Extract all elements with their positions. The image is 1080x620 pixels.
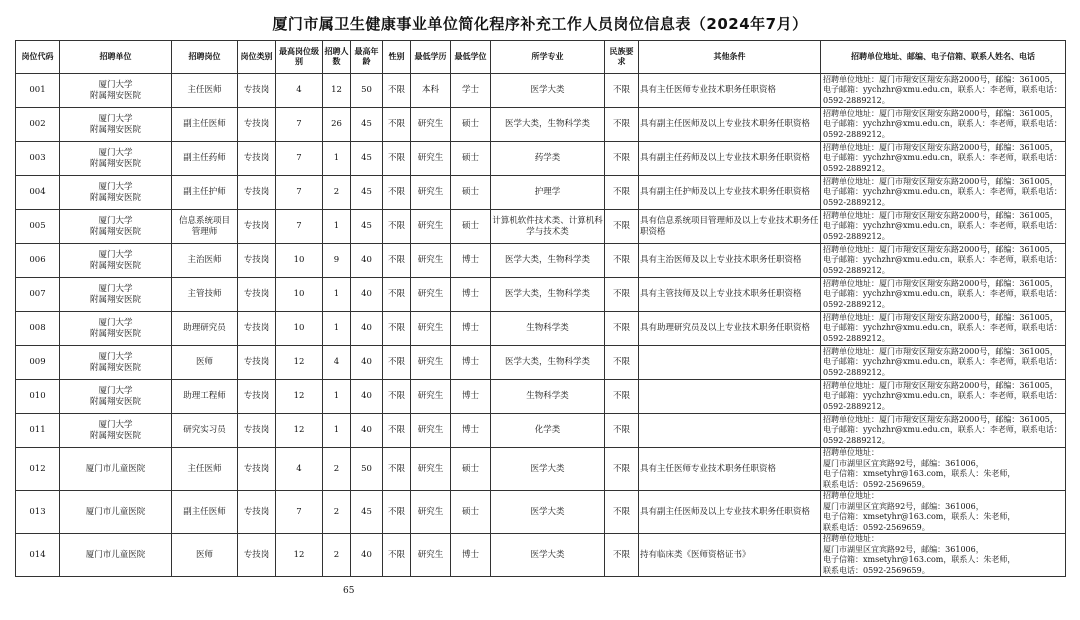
cell-contact: 招聘单位地址：厦门市翔安区翔安东路2000号，邮编：361005，电子邮箱：yychzhr@xmu.edu.cn，联系人：李老师，联系电话：0592-2889212。 xyxy=(821,312,1066,346)
cell-code: 007 xyxy=(16,278,60,312)
cell-gender: 不限 xyxy=(383,534,411,577)
cell-post: 主任医师 xyxy=(172,448,238,491)
cell-age: 40 xyxy=(351,278,383,312)
cell-age: 45 xyxy=(351,491,383,534)
cell-type: 专技岗 xyxy=(238,142,276,176)
cell-unit: 厦门大学 附属翔安医院 xyxy=(60,346,172,380)
cell-count: 26 xyxy=(323,108,351,142)
cell-edu: 研究生 xyxy=(411,176,451,210)
cell-level: 12 xyxy=(276,346,323,380)
table-row xyxy=(16,176,1066,210)
cell-gender: 不限 xyxy=(383,380,411,414)
cell-unit: 厦门市儿童医院 xyxy=(60,534,172,577)
cell-contact: 招聘单位地址： 厦门市湖里区宜宾路92号，邮编：361006， 电子信箱：xmsetyhr@163.com，联系人：朱老师， 联系电话：0592-2569659。 xyxy=(821,534,1066,577)
cell-gender: 不限 xyxy=(383,142,411,176)
header-code: 岗位代码 xyxy=(16,41,60,74)
cell-other: 具有主治医师及以上专业技术职务任职资格 xyxy=(639,244,821,278)
cell-ethnic: 不限 xyxy=(605,312,639,346)
cell-post: 医师 xyxy=(172,534,238,577)
cell-edu: 研究生 xyxy=(411,108,451,142)
table-row xyxy=(16,142,1066,176)
cell-degree: 硕士 xyxy=(451,176,491,210)
cell-edu: 研究生 xyxy=(411,278,451,312)
cell-code: 004 xyxy=(16,176,60,210)
cell-post: 助理研究员 xyxy=(172,312,238,346)
cell-degree: 硕士 xyxy=(451,210,491,244)
cell-post: 副主任医师 xyxy=(172,491,238,534)
cell-type: 专技岗 xyxy=(238,491,276,534)
header-age: 最高年龄 xyxy=(351,41,383,74)
table-body xyxy=(16,74,1066,577)
cell-other: 具有主管技师及以上专业技术职务任职资格 xyxy=(639,278,821,312)
cell-unit: 厦门市儿童医院 xyxy=(60,448,172,491)
cell-post: 副主任医师 xyxy=(172,108,238,142)
cell-code: 002 xyxy=(16,108,60,142)
cell-count: 12 xyxy=(323,74,351,108)
cell-ethnic: 不限 xyxy=(605,278,639,312)
cell-contact: 招聘单位地址：厦门市翔安区翔安东路2000号，邮编：361005，电子邮箱：yychzhr@xmu.edu.cn，联系人：李老师，联系电话：0592-2889212。 xyxy=(821,346,1066,380)
cell-type: 专技岗 xyxy=(238,380,276,414)
cell-code: 013 xyxy=(16,491,60,534)
cell-count: 1 xyxy=(323,210,351,244)
cell-contact: 招聘单位地址：厦门市翔安区翔安东路2000号，邮编：361005，电子邮箱：yychzhr@xmu.edu.cn，联系人：李老师，联系电话：0592-2889212。 xyxy=(821,414,1066,448)
page-title: 厦门市属卫生健康事业单位简化程序补充工作人员岗位信息表（2024年7月） xyxy=(272,15,808,33)
cell-ethnic: 不限 xyxy=(605,176,639,210)
cell-degree: 博士 xyxy=(451,380,491,414)
header-degree: 最低学位 xyxy=(451,41,491,74)
cell-ethnic: 不限 xyxy=(605,210,639,244)
cell-gender: 不限 xyxy=(383,448,411,491)
cell-edu: 研究生 xyxy=(411,210,451,244)
cell-other xyxy=(639,380,821,414)
cell-type: 专技岗 xyxy=(238,312,276,346)
cell-major: 医学大类 xyxy=(491,534,605,577)
cell-count: 1 xyxy=(323,278,351,312)
header-gender: 性别 xyxy=(383,41,411,74)
cell-age: 40 xyxy=(351,346,383,380)
cell-age: 40 xyxy=(351,312,383,346)
cell-post: 信息系统项目 管理师 xyxy=(172,210,238,244)
cell-major: 医学大类，生物科学类 xyxy=(491,108,605,142)
cell-unit: 厦门大学 附属翔安医院 xyxy=(60,142,172,176)
cell-other: 具有主任医师专业技术职务任职资格 xyxy=(639,74,821,108)
cell-code: 009 xyxy=(16,346,60,380)
cell-other: 具有主任医师专业技术职务任职资格 xyxy=(639,448,821,491)
cell-ethnic: 不限 xyxy=(605,448,639,491)
cell-type: 专技岗 xyxy=(238,244,276,278)
table-row xyxy=(16,108,1066,142)
cell-code: 010 xyxy=(16,380,60,414)
cell-code: 006 xyxy=(16,244,60,278)
cell-other: 具有副主任医师及以上专业技术职务任职资格 xyxy=(639,491,821,534)
cell-age: 40 xyxy=(351,414,383,448)
cell-edu: 研究生 xyxy=(411,380,451,414)
cell-contact: 招聘单位地址：厦门市翔安区翔安东路2000号，邮编：361005，电子邮箱：yychzhr@xmu.edu.cn，联系人：李老师，联系电话：0592-2889212。 xyxy=(821,244,1066,278)
header-major: 所学专业 xyxy=(491,41,605,74)
cell-edu: 研究生 xyxy=(411,312,451,346)
cell-level: 10 xyxy=(276,278,323,312)
cell-major: 化学类 xyxy=(491,414,605,448)
cell-unit: 厦门大学 附属翔安医院 xyxy=(60,312,172,346)
header-edu: 最低学历 xyxy=(411,41,451,74)
cell-major: 医学大类 xyxy=(491,448,605,491)
table-row xyxy=(16,414,1066,448)
cell-age: 50 xyxy=(351,448,383,491)
header-ethnic: 民族要求 xyxy=(605,41,639,74)
cell-code: 012 xyxy=(16,448,60,491)
cell-count: 2 xyxy=(323,491,351,534)
cell-edu: 研究生 xyxy=(411,491,451,534)
cell-count: 2 xyxy=(323,448,351,491)
cell-type: 专技岗 xyxy=(238,534,276,577)
cell-major: 医学大类，生物科学类 xyxy=(491,346,605,380)
cell-edu: 研究生 xyxy=(411,346,451,380)
cell-degree: 博士 xyxy=(451,278,491,312)
cell-edu: 研究生 xyxy=(411,414,451,448)
cell-major: 生物科学类 xyxy=(491,380,605,414)
cell-age: 40 xyxy=(351,380,383,414)
cell-gender: 不限 xyxy=(383,312,411,346)
cell-edu: 研究生 xyxy=(411,534,451,577)
cell-other: 持有临床类《医师资格证书》 xyxy=(639,534,821,577)
cell-unit: 厦门大学 附属翔安医院 xyxy=(60,414,172,448)
cell-degree: 博士 xyxy=(451,346,491,380)
cell-code: 003 xyxy=(16,142,60,176)
cell-post: 副主任药师 xyxy=(172,142,238,176)
cell-contact: 招聘单位地址：厦门市翔安区翔安东路2000号，邮编：361005，电子邮箱：yychzhr@xmu.edu.cn，联系人：李老师，联系电话：0592-2889212。 xyxy=(821,74,1066,108)
page-number: 65 xyxy=(343,586,355,596)
cell-other xyxy=(639,414,821,448)
header-level: 最高岗位级别 xyxy=(276,41,323,74)
cell-level: 7 xyxy=(276,176,323,210)
cell-other: 具有副主任医师及以上专业技术职务任职资格 xyxy=(639,108,821,142)
cell-contact: 招聘单位地址： 厦门市湖里区宜宾路92号，邮编：361006， 电子信箱：xmsetyhr@163.com，联系人：朱老师， 联系电话：0592-2569659。 xyxy=(821,491,1066,534)
cell-type: 专技岗 xyxy=(238,346,276,380)
header-contact: 招聘单位地址、邮编、电子信箱、联系人姓名、电话 xyxy=(821,41,1066,74)
cell-major: 医学大类 xyxy=(491,74,605,108)
cell-age: 45 xyxy=(351,108,383,142)
cell-ethnic: 不限 xyxy=(605,414,639,448)
cell-level: 10 xyxy=(276,312,323,346)
table-row xyxy=(16,491,1066,534)
cell-count: 1 xyxy=(323,414,351,448)
cell-age: 40 xyxy=(351,244,383,278)
cell-ethnic: 不限 xyxy=(605,346,639,380)
cell-count: 1 xyxy=(323,142,351,176)
table-row xyxy=(16,312,1066,346)
table-row xyxy=(16,278,1066,312)
cell-gender: 不限 xyxy=(383,74,411,108)
cell-unit: 厦门市儿童医院 xyxy=(60,491,172,534)
cell-type: 专技岗 xyxy=(238,210,276,244)
cell-unit: 厦门大学 附属翔安医院 xyxy=(60,244,172,278)
cell-gender: 不限 xyxy=(383,244,411,278)
cell-level: 4 xyxy=(276,74,323,108)
cell-other: 具有副主任护师及以上专业技术职务任职资格 xyxy=(639,176,821,210)
cell-level: 10 xyxy=(276,244,323,278)
cell-contact: 招聘单位地址：厦门市翔安区翔安东路2000号，邮编：361005，电子邮箱：yychzhr@xmu.edu.cn，联系人：李老师，联系电话：0592-2889212。 xyxy=(821,142,1066,176)
cell-ethnic: 不限 xyxy=(605,534,639,577)
position-table xyxy=(15,40,1066,577)
cell-level: 7 xyxy=(276,491,323,534)
cell-post: 主管技师 xyxy=(172,278,238,312)
cell-post: 研究实习员 xyxy=(172,414,238,448)
cell-code: 011 xyxy=(16,414,60,448)
cell-type: 专技岗 xyxy=(238,278,276,312)
cell-edu: 研究生 xyxy=(411,142,451,176)
cell-type: 专技岗 xyxy=(238,108,276,142)
cell-code: 008 xyxy=(16,312,60,346)
cell-gender: 不限 xyxy=(383,176,411,210)
table-row xyxy=(16,346,1066,380)
cell-level: 7 xyxy=(276,108,323,142)
cell-unit: 厦门大学 附属翔安医院 xyxy=(60,380,172,414)
cell-code: 005 xyxy=(16,210,60,244)
cell-level: 7 xyxy=(276,142,323,176)
cell-count: 1 xyxy=(323,312,351,346)
cell-post: 主治医师 xyxy=(172,244,238,278)
header-count: 招聘人数 xyxy=(323,41,351,74)
cell-contact: 招聘单位地址：厦门市翔安区翔安东路2000号，邮编：361005，电子邮箱：yychzhr@xmu.edu.cn，联系人：李老师，联系电话：0592-2889212。 xyxy=(821,380,1066,414)
cell-count: 2 xyxy=(323,534,351,577)
cell-degree: 硕士 xyxy=(451,142,491,176)
cell-code: 001 xyxy=(16,74,60,108)
cell-unit: 厦门大学 附属翔安医院 xyxy=(60,74,172,108)
cell-major: 医学大类，生物科学类 xyxy=(491,278,605,312)
cell-age: 50 xyxy=(351,74,383,108)
header-post: 招聘岗位 xyxy=(172,41,238,74)
cell-ethnic: 不限 xyxy=(605,74,639,108)
cell-code: 014 xyxy=(16,534,60,577)
cell-gender: 不限 xyxy=(383,278,411,312)
cell-other: 具有副主任药师及以上专业技术职务任职资格 xyxy=(639,142,821,176)
table-row xyxy=(16,448,1066,491)
cell-degree: 学士 xyxy=(451,74,491,108)
cell-count: 1 xyxy=(323,380,351,414)
cell-level: 12 xyxy=(276,380,323,414)
cell-level: 7 xyxy=(276,210,323,244)
cell-gender: 不限 xyxy=(383,491,411,534)
cell-type: 专技岗 xyxy=(238,448,276,491)
header-other: 其他条件 xyxy=(639,41,821,74)
cell-contact: 招聘单位地址：厦门市翔安区翔安东路2000号，邮编：361005，电子邮箱：yychzhr@xmu.edu.cn，联系人：李老师，联系电话：0592-2889212。 xyxy=(821,108,1066,142)
cell-type: 专技岗 xyxy=(238,74,276,108)
table-row xyxy=(16,244,1066,278)
cell-age: 40 xyxy=(351,534,383,577)
header-unit: 招聘单位 xyxy=(60,41,172,74)
header-type: 岗位类别 xyxy=(238,41,276,74)
cell-ethnic: 不限 xyxy=(605,380,639,414)
cell-age: 45 xyxy=(351,210,383,244)
cell-ethnic: 不限 xyxy=(605,142,639,176)
cell-level: 12 xyxy=(276,414,323,448)
cell-degree: 博士 xyxy=(451,414,491,448)
cell-count: 2 xyxy=(323,176,351,210)
cell-ethnic: 不限 xyxy=(605,491,639,534)
cell-other: 具有助理研究员及以上专业技术职务任职资格 xyxy=(639,312,821,346)
cell-contact: 招聘单位地址：厦门市翔安区翔安东路2000号，邮编：361005，电子邮箱：yychzhr@xmu.edu.cn，联系人：李老师，联系电话：0592-2889212。 xyxy=(821,278,1066,312)
cell-major: 药学类 xyxy=(491,142,605,176)
cell-unit: 厦门大学 附属翔安医院 xyxy=(60,278,172,312)
cell-edu: 本科 xyxy=(411,74,451,108)
cell-degree: 博士 xyxy=(451,312,491,346)
cell-age: 45 xyxy=(351,176,383,210)
cell-post: 副主任护师 xyxy=(172,176,238,210)
cell-gender: 不限 xyxy=(383,210,411,244)
cell-degree: 博士 xyxy=(451,534,491,577)
cell-edu: 研究生 xyxy=(411,244,451,278)
cell-degree: 硕士 xyxy=(451,108,491,142)
cell-age: 45 xyxy=(351,142,383,176)
cell-unit: 厦门大学 附属翔安医院 xyxy=(60,176,172,210)
cell-other: 具有信息系统项目管理师及以上专业技术职务任职资格 xyxy=(639,210,821,244)
cell-count: 9 xyxy=(323,244,351,278)
cell-gender: 不限 xyxy=(383,346,411,380)
cell-major: 护理学 xyxy=(491,176,605,210)
cell-contact: 招聘单位地址： 厦门市湖里区宜宾路92号，邮编：361006， 电子信箱：xmsetyhr@163.com，联系人：朱老师， 联系电话：0592-2569659。 xyxy=(821,448,1066,491)
cell-degree: 博士 xyxy=(451,244,491,278)
table-row xyxy=(16,380,1066,414)
cell-level: 12 xyxy=(276,534,323,577)
cell-gender: 不限 xyxy=(383,108,411,142)
cell-contact: 招聘单位地址：厦门市翔安区翔安东路2000号，邮编：361005，电子邮箱：yychzhr@xmu.edu.cn，联系人：李老师，联系电话：0592-2889212。 xyxy=(821,210,1066,244)
cell-major: 生物科学类 xyxy=(491,312,605,346)
table-row xyxy=(16,534,1066,577)
cell-post: 主任医师 xyxy=(172,74,238,108)
cell-other xyxy=(639,346,821,380)
cell-type: 专技岗 xyxy=(238,414,276,448)
cell-post: 助理工程师 xyxy=(172,380,238,414)
table-row xyxy=(16,74,1066,108)
cell-unit: 厦门大学 附属翔安医院 xyxy=(60,210,172,244)
cell-type: 专技岗 xyxy=(238,176,276,210)
cell-degree: 硕士 xyxy=(451,491,491,534)
cell-unit: 厦门大学 附属翔安医院 xyxy=(60,108,172,142)
header-row xyxy=(16,41,1066,74)
cell-edu: 研究生 xyxy=(411,448,451,491)
cell-post: 医师 xyxy=(172,346,238,380)
cell-degree: 硕士 xyxy=(451,448,491,491)
cell-ethnic: 不限 xyxy=(605,244,639,278)
cell-level: 4 xyxy=(276,448,323,491)
cell-count: 4 xyxy=(323,346,351,380)
cell-major: 医学大类 xyxy=(491,491,605,534)
cell-gender: 不限 xyxy=(383,414,411,448)
cell-contact: 招聘单位地址：厦门市翔安区翔安东路2000号，邮编：361005，电子邮箱：yychzhr@xmu.edu.cn，联系人：李老师，联系电话：0592-2889212。 xyxy=(821,176,1066,210)
table-row xyxy=(16,210,1066,244)
cell-major: 计算机软件技术类、计算机科学与技术类 xyxy=(491,210,605,244)
cell-ethnic: 不限 xyxy=(605,108,639,142)
cell-major: 医学大类，生物科学类 xyxy=(491,244,605,278)
